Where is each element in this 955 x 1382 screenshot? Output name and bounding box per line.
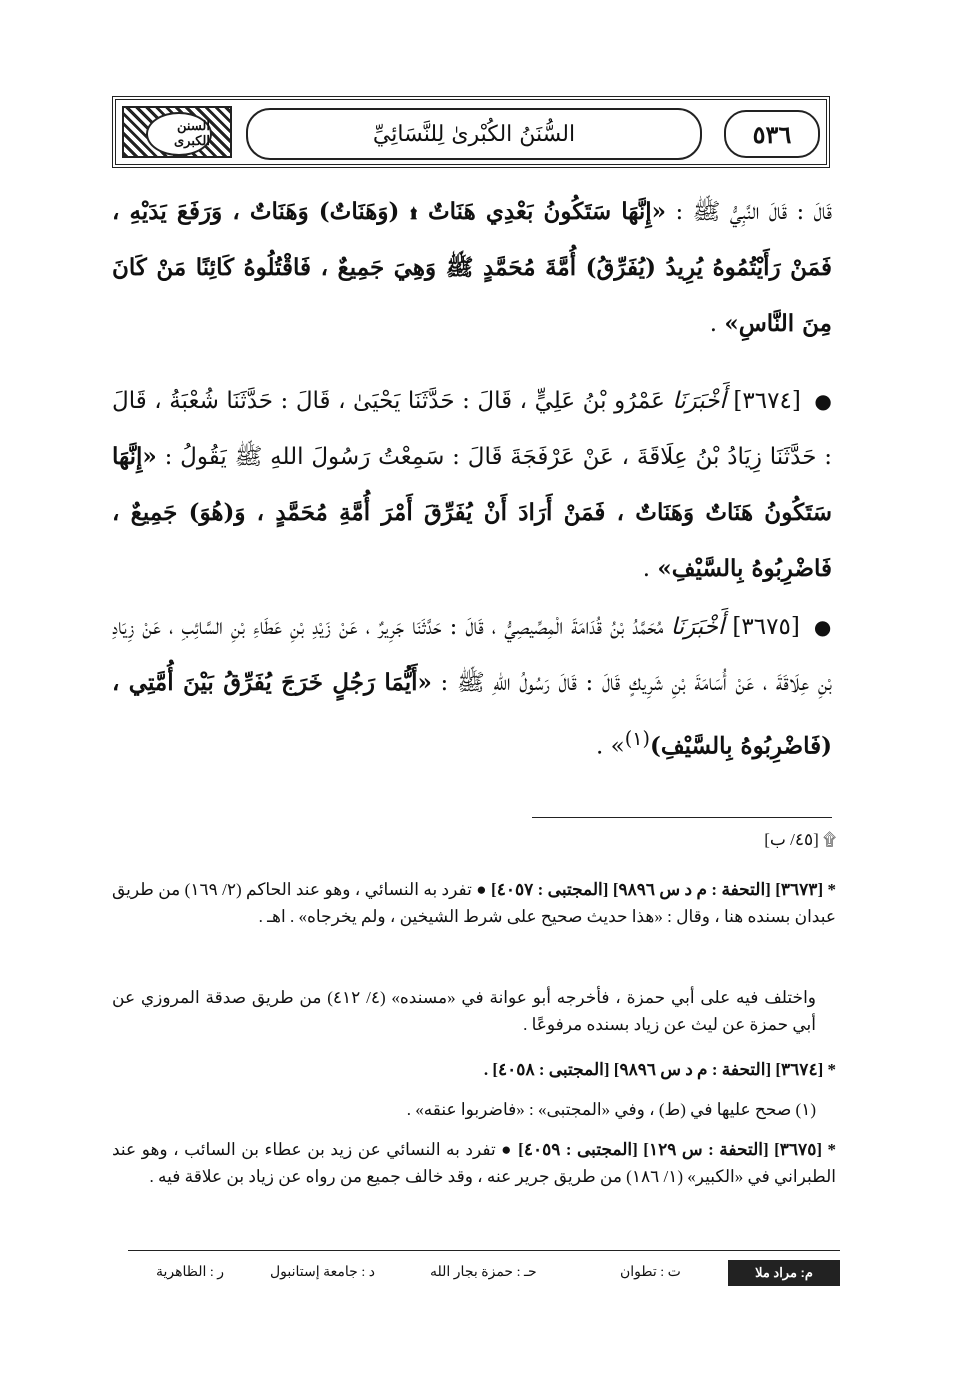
footnote-body: ● تفرد به النسائي ، وهو عند الحاكم (٢/ ١٦٩) من طريق عبدان بسنده هنا ، وقال : «هذا حديث صحيح على شرط الشيخين ، ولم يخرجاه» . اهـ . bbox=[112, 880, 836, 926]
hadith-paragraph-2 bbox=[112, 374, 832, 597]
paragraph-end: . bbox=[642, 556, 658, 582]
hadith-number: [٣٦٧٤] bbox=[733, 388, 801, 414]
folio-note: ۩ [٤٥/ ب] bbox=[764, 830, 836, 849]
footnote-head: * [٣٦٧٣] [التحفة : م د س ٩٨٩٦] [المجتبى : ٤٠٥٧] bbox=[491, 880, 836, 899]
hadith-number: [٣٦٧٥] bbox=[732, 614, 800, 640]
footnote-ref: (١) bbox=[624, 727, 650, 750]
footnote-3675 bbox=[112, 1136, 836, 1190]
manuscript-badge: م: مراد ملا bbox=[728, 1260, 840, 1286]
manuscript-d: د : جامعة إستانبول bbox=[270, 1265, 375, 1280]
hadith-paragraph-3 bbox=[112, 600, 832, 775]
manuscript-r: ر : الظاهرية bbox=[156, 1265, 225, 1280]
page-number: ٥٣٦ bbox=[724, 110, 820, 158]
manuscript-h: حـ : حمزة بجار الله bbox=[430, 1265, 537, 1280]
footnote-3673-cont: واختلف فيه على أبي حمزة ، فأخرجه أبو عوانة في «مسنده» (٤/ ٤١٢) من طريق صدقة المروزي عن أبي حمزة عن ليث عن زياد بسنده مرفوعًا . bbox=[112, 988, 816, 1034]
footnote-3674: * [٣٦٧٤] [التحفة : م د س ٩٨٩٦] [المجتبى : ٤٠٥٨] . bbox=[483, 1060, 836, 1079]
isnad-text: مُحَمَّدُ بْنُ قُدَامَةَ الْمِصِّيصِيُّ ، قَالَ : حَدَّثَنَا جَرِيرٌ ، عَنْ زَيْدِ بْنِ عَطَاءِ بْنِ السَّائِبِ ، عَنْ زِيَادِ بْنِ عِلَاقَةَ ، عَنْ أُسَامَةَ بْنِ شَرِيكٍ قَالَ : قَالَ رَسُولُ اللهِ ﷺ : bbox=[112, 614, 832, 696]
footnote-1: (١) صحح عليها في (ط) ، وفي «المجتبى» : «فاضربوا عنقه» . bbox=[406, 1100, 816, 1119]
book-title: السُّنَنُ الكُبْرىٰ لِلنَّسَائِيِّ bbox=[246, 108, 702, 160]
paragraph-text: قَالَ : قَالَ النَّبِيُّ ﷺ : bbox=[666, 199, 833, 225]
akhbarana-label: أَخْبَرَنَا bbox=[670, 614, 725, 640]
book-logo: السنن الكبرى bbox=[146, 112, 212, 156]
footnote-separator bbox=[532, 817, 832, 818]
paragraph-end: . bbox=[709, 311, 725, 337]
isnad-text: عَمْرُو بْنُ عَلِيٍّ ، قَالَ : حَدَّثَنَا يَحْيَىٰ ، قَالَ : حَدَّثَنَا شُعْبَةُ ، قَالَ : حَدَّثَنَا زِيَادُ بْنُ عِلَاقَةَ ، عَنْ عَرْفَجَةَ قَالَ : سَمِعْتُ رَسُولَ اللهِ ﷺ يَقُولُ : bbox=[112, 388, 832, 470]
akhbarana-label: أَخْبَرَنَا bbox=[672, 388, 726, 414]
hadith-paragraph-1 bbox=[112, 184, 832, 352]
footnote-head: * [٣٦٧٥] [التحفة : س ١٢٩] [المجتبى : ٤٠٥٩] bbox=[518, 1140, 836, 1159]
paragraph-end: » . bbox=[596, 733, 625, 760]
footer-rule bbox=[128, 1250, 840, 1251]
footnote-body: ● تفرد به النسائي عن زيد بن عطاء بن السائب ، وهو عند الطبراني في «الكبير» (١/ ١٨٦) من طريق جرير عنه ، وقد خالف جميع من رواه عن زياد بن علاقة فيه . bbox=[112, 1140, 836, 1186]
manuscript-t: ت : تطوان bbox=[620, 1265, 681, 1280]
hadith-quote: «إِنَّهَا سَتَكُونُ هَنَاتٌ وَهَنَاتٌ ، فَمَنْ أَرَادَ أَنْ يُفَرِّقَ أَمْرَ أُمَّةِ مُحَمَّدٍ ، وَ(هُوَ) جَمِيعٌ ، فَاضْرِبُوهُ بِالسَّيْفِ» bbox=[112, 443, 832, 582]
page-header bbox=[112, 96, 830, 168]
hadith-quote: «إِنَّهَا سَتَكُونُ بَعْدِي هَنَاتٌ ۩ (وَهَنَاتٌ) وَهَنَاتٌ ، وَرَفَعَ يَدَيْهِ ، فَمَنْ رَأَيْتُمُوهُ يُرِيدُ (يُفَرِّقُ) أُمَّةَ مُحَمَّدٍ ﷺ وَهِيَ جَمِيعٌ ، فَاقْتُلُوهُ كَائِنًا مَنْ كَانَ مِنَ النَّاسِ» bbox=[112, 198, 832, 337]
book-logo-ornament bbox=[122, 106, 232, 158]
footnote-3673 bbox=[112, 876, 836, 930]
hadith-quote: «أَيُّمَا رَجُلٍ خَرَجَ يُفَرِّقُ بَيْنَ أُمَّتِي ، (فَاضْرِبُوهُ بِالسَّيْفِ) bbox=[112, 669, 832, 760]
bullet-icon: ● bbox=[814, 389, 833, 413]
bullet-icon: ● bbox=[813, 615, 833, 639]
